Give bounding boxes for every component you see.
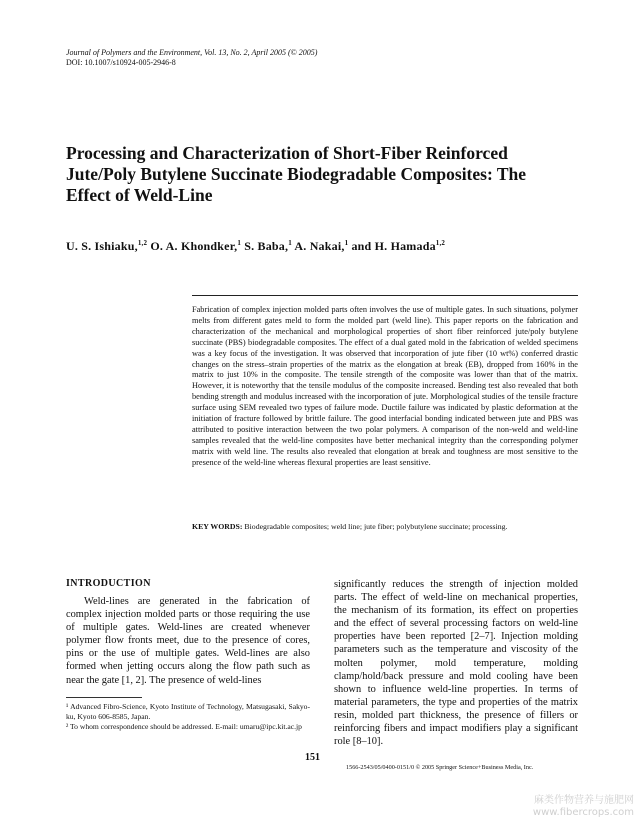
body-column-left — [66, 595, 310, 687]
abstract: Fabrication of complex injection molded parts often involves the use of multiple gates. In such situations, polymer melts from different gates meld to form the molded part (weld line). This paper reports on the fabrication and characterization of the mechanical and morphological properties of short fiber reinforced jute/poly butylene succinate (PBS) biodegradable composites. The effect of a dual gated mold in the fabrication of welded specimens was a key focus of the investigation. It was observed that incorporation of jute fiber (10 wt%) conferred drastic changes on the stress–strain properties of the matrix as the elongation at break (EB), dropped from 160% in the matrix to just 10% in the composite. The tensile strength of the composite was lower than that of the matrix. However, it is noteworthy that the tensile modulus of the composite increased. Bending test also revealed that both bending strength and modulus increased with the incorporation of jute. Morphological studies of the tensile fracture surface using SEM revealed two types of failure mode. Ductile failure was indicated by plastic deformation at the initiation of fracture followed by brittle failure. The good interfacial bonding indicated between jute and PBS was attributed to positive interaction between the two polar polymers. A comparison of the non-weld and weld-line samples revealed that the weld-line composites have better mechanical integrity than the corresponding polymer matrix with weld line. The results also revealed that elongation at break and toughness are most sensitive to the presence of the weld-line whereas flexural properties are least sensitive. — [192, 305, 578, 467]
watermark-line-2: www.fibercrops.com — [532, 807, 634, 818]
section-heading-introduction: INTRODUCTION — [66, 578, 151, 589]
author-3: S. Baba,$^1$ — [241, 239, 292, 253]
author-2: O. A. Khondker,$^1$ — [147, 239, 242, 253]
author-5: and H. Hamada$^{1,2}$ — [348, 239, 446, 253]
footnote-rule — [66, 697, 142, 698]
watermark-line-1: 麻类作物营养与施肥网 — [534, 795, 634, 806]
author-4: A. Nakai,$^1$ — [291, 239, 349, 253]
watermark — [504, 795, 634, 819]
author-1: U. S. Ishiaku,$^{1,2}$ — [66, 239, 148, 253]
author-list — [66, 235, 586, 254]
footnote-1: ¹ Advanced Fibro-Science, Kyoto Institute of Technology, Matsugasaki, Sakyo-ku, Kyoto 606-8585, Japan. — [66, 702, 310, 721]
page-number: 151 — [305, 752, 320, 763]
keywords — [192, 522, 578, 532]
keywords-text: Biodegradable composites; weld line; jute fiber; polybutylene succinate; processing. — [242, 522, 508, 531]
keywords-label: KEY WORDS: — [192, 522, 243, 531]
abstract-top-rule — [192, 295, 578, 296]
doi: DOI: 10.1007/s10924-005-2946-8 — [66, 58, 176, 67]
copyright-line: 1566-2543/05/0400-0151/0 © 2005 Springer Science+Business Media, Inc. — [346, 764, 534, 771]
paragraph: significantly reduces the strength of injection molded parts. The effect of weld-line on mechanical properties, the mechanism of its formation, its effect on properties and the effect of several processing factors on weld-line properties have been reported [2–7]. Injection molding parameters such as the temperature and viscosity of the molten polymer, mold temperature, molding clamp/hold/back pressure and mold cooling have been shown to influence weld-line properties. In terms of material parameters, the type and properties of the matrix resin, molded part thickness, the presence of fillers or reinforcing fibers and impact modifiers play a significant role [8–10]. — [334, 579, 578, 748]
footnotes — [66, 702, 310, 733]
body-column-right — [334, 578, 578, 748]
journal-citation: Journal of Polymers and the Environment, Vol. 13, No. 2, April 2005 (© 2005) — [66, 48, 318, 57]
paragraph: Weld-lines are generated in the fabrication of complex injection molded parts or those requiring the use of multiple gates. Weld-lines are created whenever polymer flow fronts meet, due to the presence of cores, pins or the use of multiple gates. Weld-lines are also formed when jetting occurs along the flow path such as near the gate [1, 2]. The presence of weld-lines — [66, 596, 310, 686]
footnote-2: ² To whom correspondence should be addressed. E-mail: umaru@ipc.kit.ac.jp — [66, 722, 302, 731]
article-title: Processing and Characterization of Short-Fiber Reinforced Jute/Poly Butylene Succinate Biodegradable Composites: The Effect of Weld-Line — [66, 143, 527, 205]
